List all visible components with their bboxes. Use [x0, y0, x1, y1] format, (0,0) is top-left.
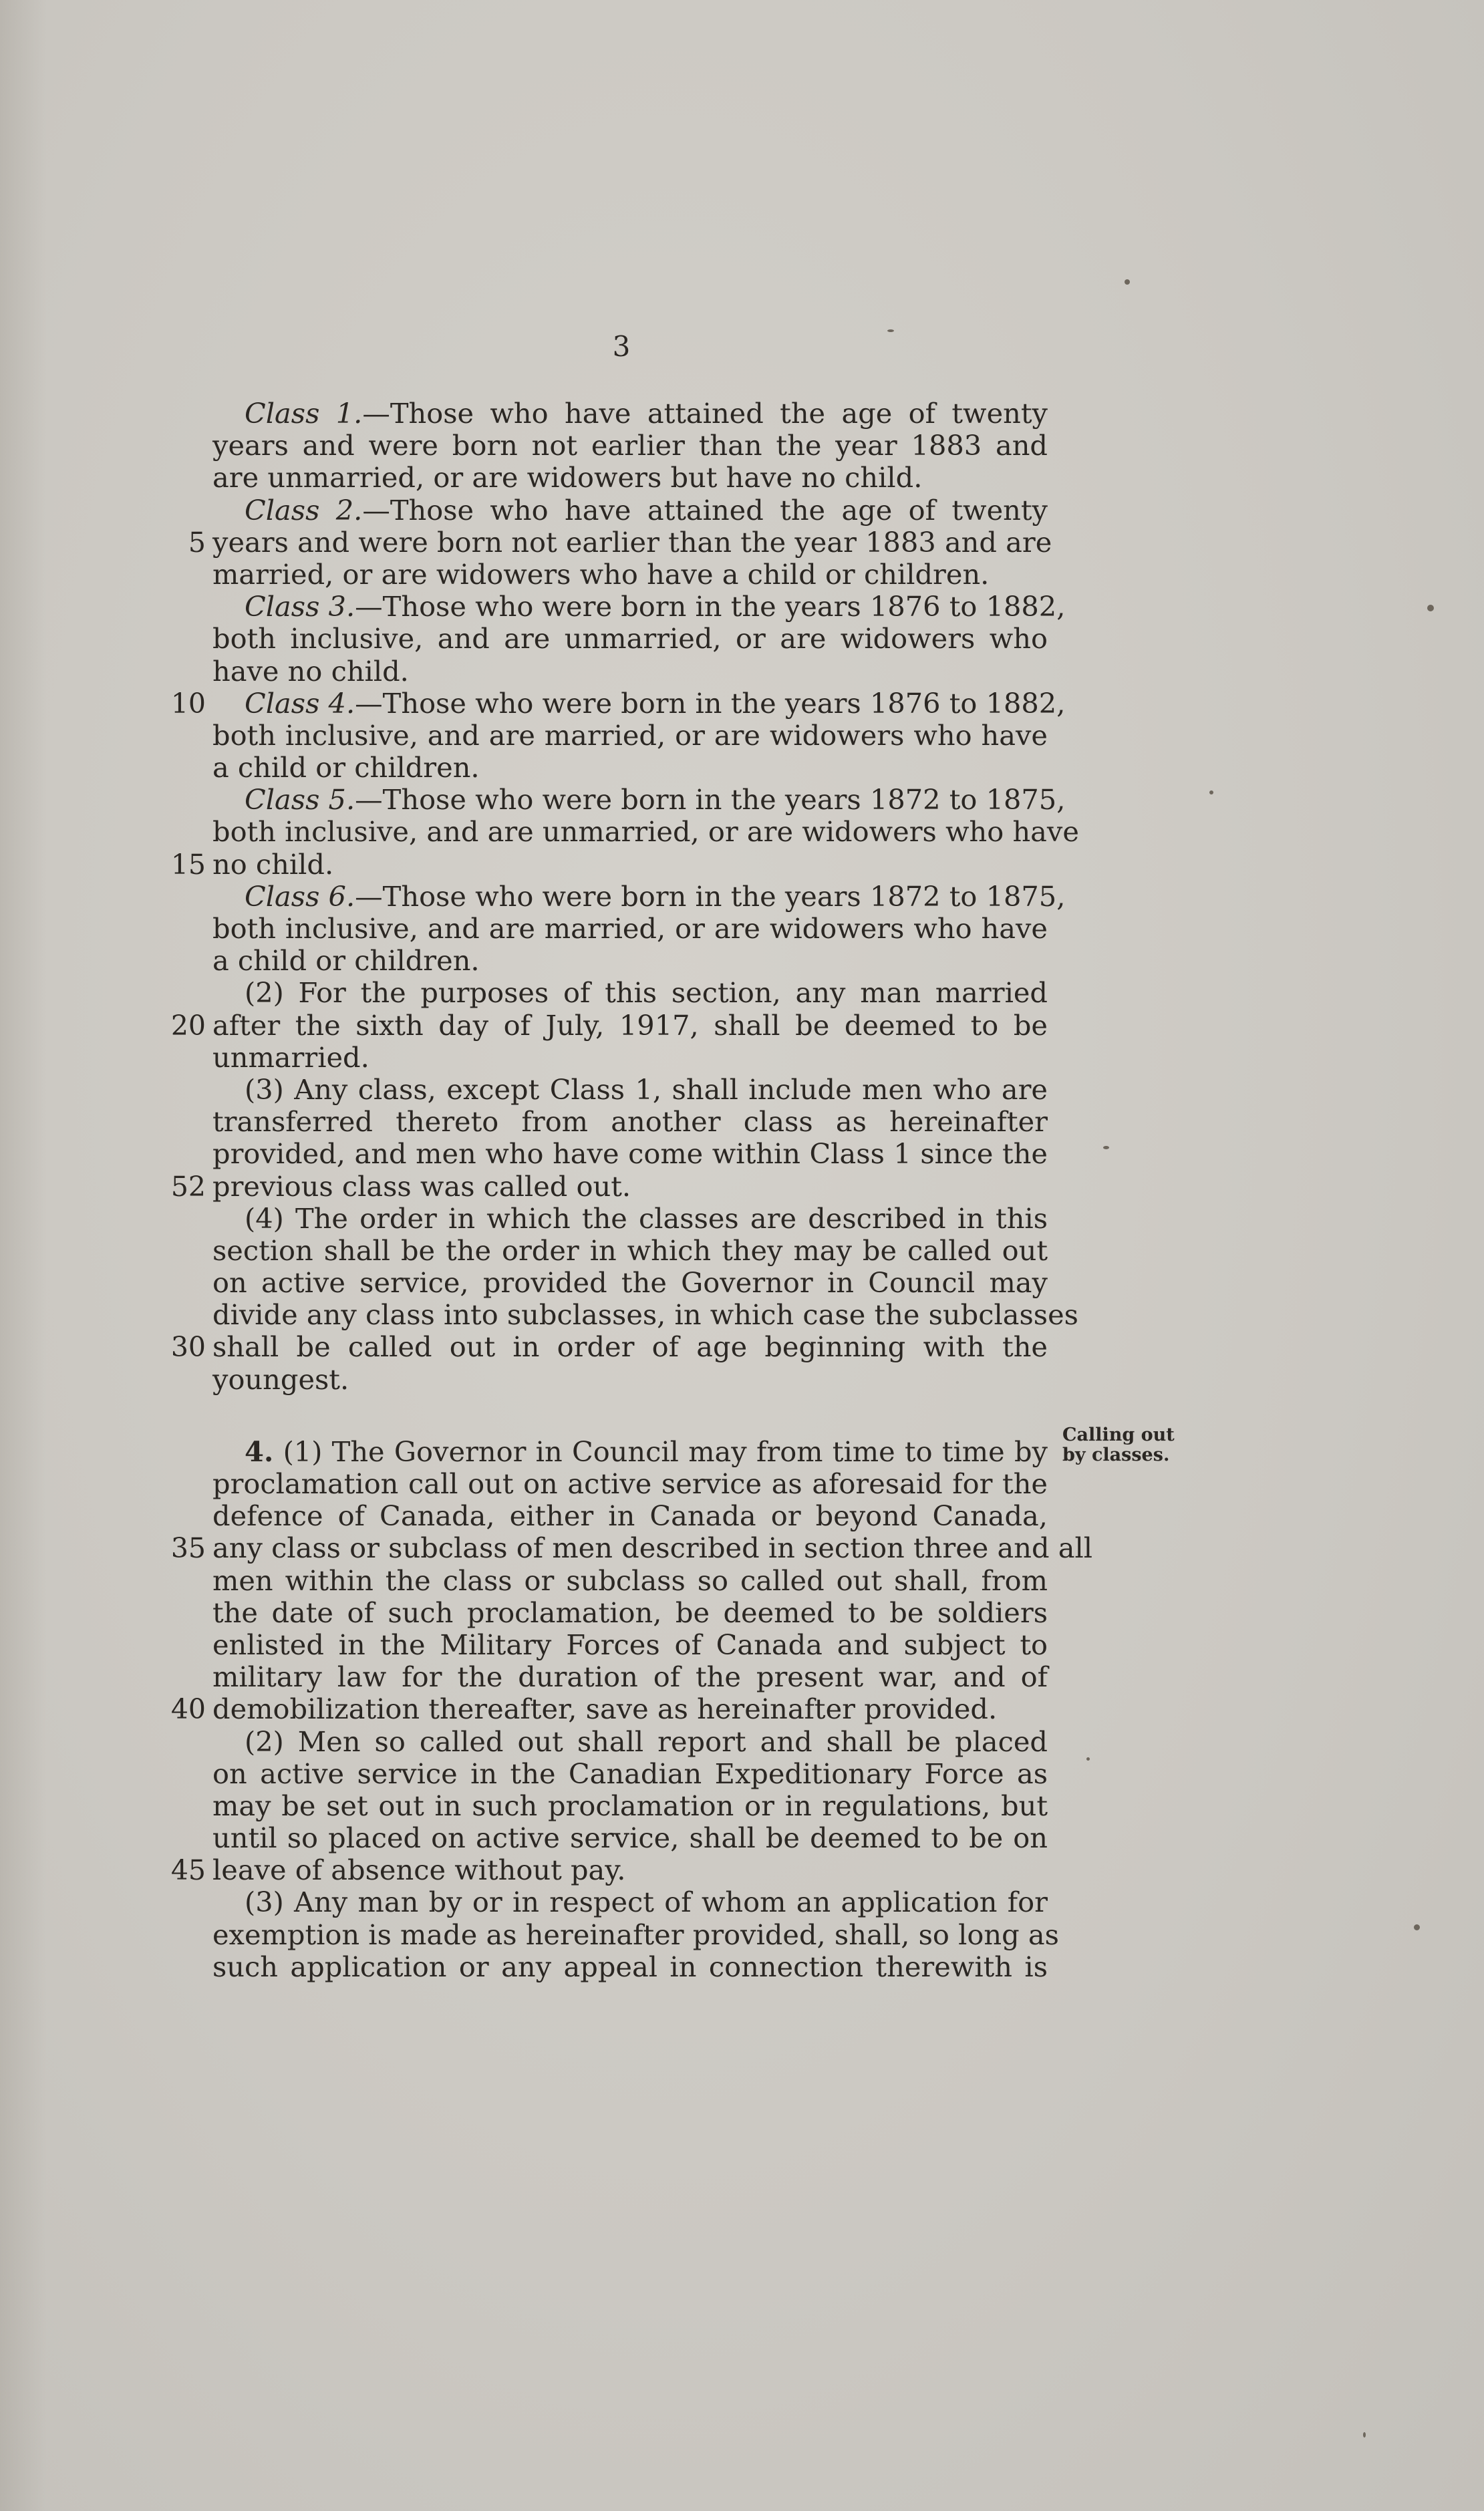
text-line	[212, 1267, 1048, 1299]
text-line	[212, 1565, 1048, 1597]
class-heading: Class 4.	[245, 686, 355, 720]
class-heading: Class 6.	[245, 879, 355, 913]
line-text: (2) For the purposes of this section, any man married	[245, 976, 1048, 1010]
text-line	[212, 1074, 1048, 1106]
line-text: both inclusive, and are married, or are widowers who have	[212, 912, 1048, 945]
text-line	[212, 1042, 1048, 1074]
line-number: 45	[170, 1854, 206, 1887]
text-line	[212, 1918, 1059, 1951]
marginal-note-line-2: by classes.	[1062, 1445, 1170, 1465]
text-line	[212, 1951, 1048, 1983]
class-heading: Class 1.	[245, 397, 363, 430]
text-line	[170, 686, 1066, 720]
text-line	[212, 1106, 1048, 1138]
text-line	[212, 977, 1048, 1009]
paper-speck	[887, 329, 894, 332]
line-text: (3) Any class, except Class 1, shall include men who are	[245, 1072, 1048, 1106]
line-text: provided, and men who have come within Class 1 since the	[212, 1137, 1048, 1171]
class-heading: Class 3.	[245, 590, 355, 623]
text-line	[212, 1790, 1048, 1822]
text-line	[212, 494, 1048, 527]
line-text: may be set out in such proclamation or in regulations, but	[212, 1789, 1048, 1822]
line-text: —Those who were born in the years 1876 to 1882,	[355, 686, 1066, 720]
line-text: divide any class into subclasses, in which case the subclasses	[212, 1298, 1078, 1332]
line-text: military law for the duration of the present war, and of	[212, 1660, 1048, 1694]
text-line	[212, 945, 1048, 977]
line-number: 20	[170, 1009, 206, 1042]
text-line	[212, 1203, 1048, 1235]
text-line	[212, 752, 1048, 784]
line-text: the date of such proclamation, be deemed to be soldiers	[212, 1596, 1048, 1629]
line-number: 10	[170, 687, 206, 720]
line-text: exemption is made as hereinafter provided, shall, so long as	[212, 1918, 1059, 1951]
line-number: 40	[170, 1693, 206, 1726]
line-text: a child or children.	[212, 944, 480, 978]
marginal-note	[1062, 1425, 1196, 1465]
line-text: demobilization thereafter, save as hereinafter provided.	[212, 1692, 998, 1726]
line-text: on active service, provided the Governor in Council may	[212, 1266, 1048, 1300]
line-number: 52	[170, 1170, 206, 1203]
text-line	[170, 1854, 1048, 1887]
text-line	[212, 815, 1079, 849]
line-text: both inclusive, and are unmarried, or are widowers who	[212, 622, 1048, 655]
line-text: (1) The Governor in Council may from time to time by	[273, 1435, 1048, 1468]
text-line	[188, 525, 1052, 559]
text-line	[212, 913, 1048, 945]
line-number: 30	[170, 1331, 206, 1364]
line-number: 5	[188, 526, 206, 559]
line-text: (3) Any man by or in respect of whom an application for	[245, 1886, 1048, 1919]
line-text: years and were born not earlier than the year 1883 and are	[212, 525, 1052, 559]
line-text: youngest.	[212, 1362, 349, 1396]
line-text: both inclusive, and are unmarried, or are widowers who have	[212, 815, 1079, 849]
text-line	[212, 462, 1048, 494]
paper-speck	[1086, 1757, 1090, 1761]
line-text: a child or children.	[212, 751, 480, 784]
line-text: both inclusive, and are married, or are widowers who have	[212, 718, 1048, 752]
line-text: unmarried.	[212, 1040, 369, 1074]
section-number: 4.	[245, 1435, 274, 1468]
paper-speck	[1103, 1146, 1109, 1149]
line-text: —Those who have attained the age of twenty	[362, 397, 1048, 430]
text-line	[212, 1822, 1048, 1854]
text-line	[212, 1758, 1048, 1790]
line-text: leave of absence without pay.	[212, 1854, 626, 1887]
marginal-note-line-1: Calling out	[1062, 1425, 1175, 1445]
line-text: such application or any appeal in connection therewith is	[212, 1950, 1048, 1983]
line-text: (4) The order in which the classes are described in this	[245, 1201, 1048, 1235]
line-text: proclamation call out on active service as aforesaid for the	[212, 1467, 1048, 1500]
line-text: —Those who were born in the years 1876 to 1882,	[355, 590, 1066, 623]
text-line	[170, 1692, 1048, 1726]
paper-speck	[1414, 1924, 1420, 1930]
class-heading: Class 5.	[245, 783, 355, 817]
paper-speck	[1363, 2432, 1366, 2438]
line-text: men within the class or subclass so called out shall, from	[212, 1564, 1048, 1597]
text-line	[212, 783, 1066, 817]
line-number: 35	[170, 1532, 206, 1565]
text-line	[212, 1500, 1048, 1532]
text-line	[212, 1468, 1048, 1500]
text-line	[212, 1726, 1048, 1758]
text-line	[212, 559, 1048, 591]
line-text: have no child.	[212, 654, 409, 688]
text-line	[170, 1531, 1093, 1565]
line-text: shall be called out in order of age beginning with the	[212, 1330, 1048, 1364]
text-line	[170, 1330, 1048, 1364]
text-line	[212, 623, 1048, 655]
line-number: 15	[170, 848, 206, 881]
text-line	[170, 1169, 1048, 1203]
text-line	[212, 1629, 1048, 1661]
line-text: are unmarried, or are widowers but have no child.	[212, 461, 923, 494]
text-line	[212, 720, 1048, 752]
section-gap	[212, 1396, 1048, 1436]
line-text: any class or subclass of men described in section three and all	[212, 1531, 1093, 1565]
paper-speck	[1209, 790, 1213, 794]
line-text: on active service in the Canadian Expeditionary Force as	[212, 1757, 1048, 1790]
text-line	[212, 1298, 1078, 1332]
line-text: married, or are widowers who have a child or children.	[212, 557, 990, 591]
text-line	[212, 1661, 1048, 1693]
class-heading: Class 2.	[245, 493, 363, 527]
line-text: section shall be the order in which they may be called out	[212, 1233, 1048, 1267]
text-line	[212, 590, 1066, 623]
line-text: after the sixth day of July, 1917, shall be deemed to be	[212, 1008, 1048, 1042]
line-text: no child.	[212, 847, 334, 881]
line-text: —Those who have attained the age of twenty	[362, 493, 1048, 527]
line-text: (2) Men so called out shall report and shall be placed	[245, 1725, 1048, 1758]
page-number: 3	[612, 330, 631, 363]
line-text: —Those who were born in the years 1872 to 1875,	[355, 783, 1066, 817]
text-line	[212, 879, 1066, 913]
text-line	[212, 655, 1048, 688]
line-text: transferred thereto from another class as hereinafter	[212, 1105, 1048, 1139]
paper-speck	[1125, 279, 1130, 285]
line-text: previous class was called out.	[212, 1169, 631, 1203]
text-line	[170, 847, 1048, 881]
text-line	[212, 1138, 1048, 1170]
text-line	[212, 1235, 1048, 1267]
line-text: enlisted in the Military Forces of Canada and subject to	[212, 1628, 1048, 1661]
line-text: —Those who were born in the years 1872 to 1875,	[355, 879, 1066, 913]
text-line	[212, 430, 1048, 462]
text-line	[212, 1597, 1048, 1629]
line-text: defence of Canada, either in Canada or beyond Canada,	[212, 1499, 1048, 1533]
text-line	[212, 1364, 1048, 1396]
text-line	[212, 1886, 1048, 1918]
page-edge-shadow	[0, 0, 47, 2511]
line-text: years and were born not earlier than the year 1883 and	[212, 429, 1048, 462]
line-text: until so placed on active service, shall be deemed to be on	[212, 1821, 1048, 1855]
paper-speck	[1427, 605, 1434, 611]
text-line	[170, 1008, 1048, 1042]
text-line	[212, 1436, 1048, 1468]
text-line	[212, 398, 1048, 430]
statute-text-block	[170, 397, 1093, 1983]
